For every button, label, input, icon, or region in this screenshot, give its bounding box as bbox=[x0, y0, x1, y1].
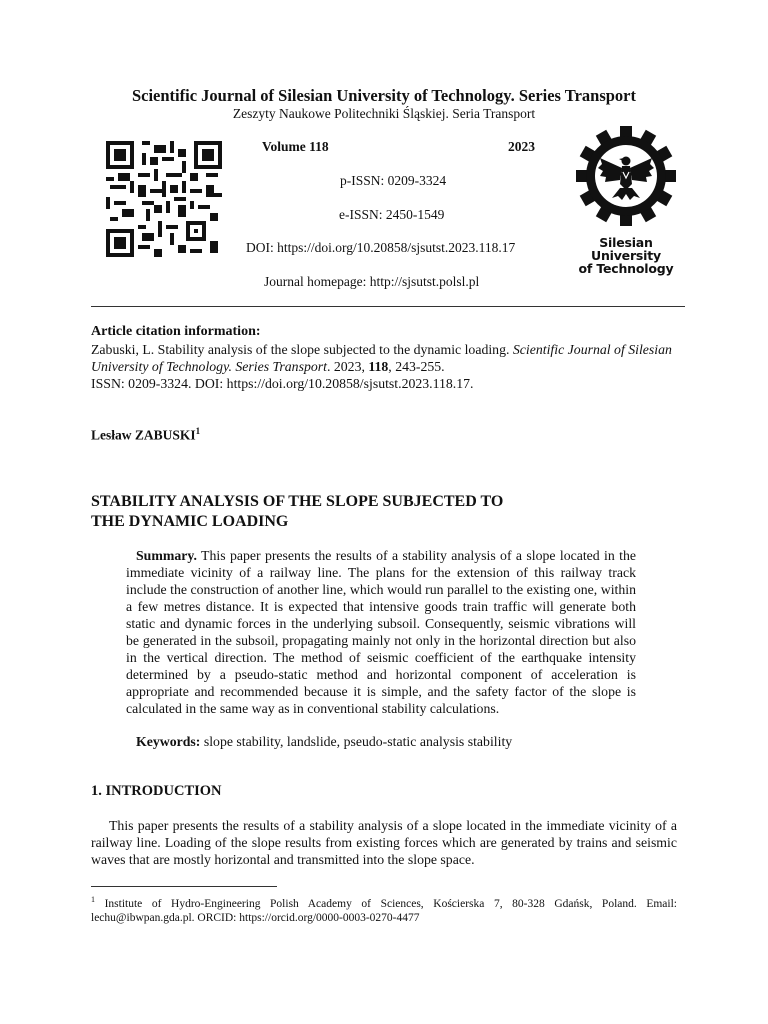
header-divider bbox=[91, 306, 685, 307]
footnote-divider bbox=[91, 886, 277, 887]
e-issn: e-ISSN: 2450-1549 bbox=[339, 207, 445, 222]
section-heading-introduction: 1. INTRODUCTION bbox=[91, 783, 222, 799]
journal-homepage[interactable]: Journal homepage: http://sjsutst.polsl.pl bbox=[264, 274, 480, 289]
author-affiliation-mark: 1 bbox=[195, 426, 201, 436]
keywords-text: slope stability, landslide, pseudo-static analysis stability bbox=[200, 734, 513, 749]
citation-volume: 118 bbox=[368, 359, 389, 374]
logo-text-line2: University bbox=[591, 248, 661, 263]
abstract bbox=[126, 547, 636, 717]
volume-label: Volume 118 bbox=[262, 139, 329, 154]
article-title: STABILITY ANALYSIS OF THE SLOPE SUBJECTED TO THE DYNAMIC LOADING bbox=[91, 493, 504, 530]
keywords bbox=[136, 734, 512, 750]
abstract-text: This paper presents the results of a stability analysis of a slope located in the immediate vicinity of a railway line. The plans for the extension of this railway track include the construction of another line, which would run parallel to the existing one, within a few metres distance. It is expected that intensive goods train traffic will generate both static and dynamic forces in the underlying subsoil. Consequently, seismic vibrations will be generated in the subsoil, propagating mainly not only in the horizontal direction but also in the vertical direction. The method of seismic coefficient of the earthquake intensity determined by a pseudo-static method and horizontal component of acceleration is appropriate and recommended because it is simple, and the safety factor of the slope is calculated in the same way as in conventional stability calculations. bbox=[126, 548, 636, 716]
author-name: Lesław ZABUSKI$^1$ bbox=[91, 426, 201, 443]
citation-issn-doi: ISSN: 0209-3324. DOI: https://doi.org/10.20858/sjsutst.2023.118.17. bbox=[91, 376, 474, 391]
footnote-mark: 1 bbox=[91, 895, 95, 904]
university-logo bbox=[574, 124, 678, 274]
journal-title: Scientific Journal of Silesian University of Technology. Series Transport bbox=[131, 86, 637, 105]
p-issn: p-ISSN: 0209-3324 bbox=[340, 173, 447, 188]
footnote-text: Institute of Hydro-Engineering Polish Academy of Sciences, Kościerska 7, 80-328 Gdańsk, Poland. Email: lechu@ibwpan.gda.pl. ORCID: https://orcid.org/0000-0003-0270-4477 bbox=[91, 897, 677, 924]
citation-text: Zabuski, L. Stability analysis of the slope subjected to the dynamic loading. Scientific Journal of Silesian University of Technology. Series Transport. 2023, 118, 243-255. ISSN: 0209-3324. DOI: https://doi.org/10.20858/sjsutst.2023.118.17. bbox=[91, 342, 672, 391]
journal-subtitle: Zeszyty Naukowe Politechniki Śląskiej. Seria Transport bbox=[232, 106, 536, 121]
citation-heading: Article citation information: bbox=[91, 324, 261, 339]
abstract-label: Summary. bbox=[136, 548, 197, 563]
doi-link[interactable]: DOI: https://doi.org/10.20858/sjsutst.2023.118.17 bbox=[246, 240, 516, 255]
footnote bbox=[91, 893, 677, 925]
year-label: 2023 bbox=[508, 139, 535, 154]
logo-text-line1: Silesian bbox=[599, 235, 653, 250]
keywords-label: Keywords: bbox=[136, 734, 201, 749]
qr-code-icon bbox=[103, 141, 225, 257]
introduction-paragraph: This paper presents the results of a stability analysis of a slope located in the immediate vicinity of a railway line. Loading of the slope results from existing forces which are generated by trains and seismic waves that are mostly horizontal and transmitted into the slope space. bbox=[91, 818, 677, 867]
citation-journal: Scientific Journal of Silesian University of Technology. Series Transport bbox=[91, 342, 672, 374]
gear-eagle-emblem-icon bbox=[574, 124, 678, 228]
logo-text-line3: of Technology bbox=[578, 261, 674, 276]
